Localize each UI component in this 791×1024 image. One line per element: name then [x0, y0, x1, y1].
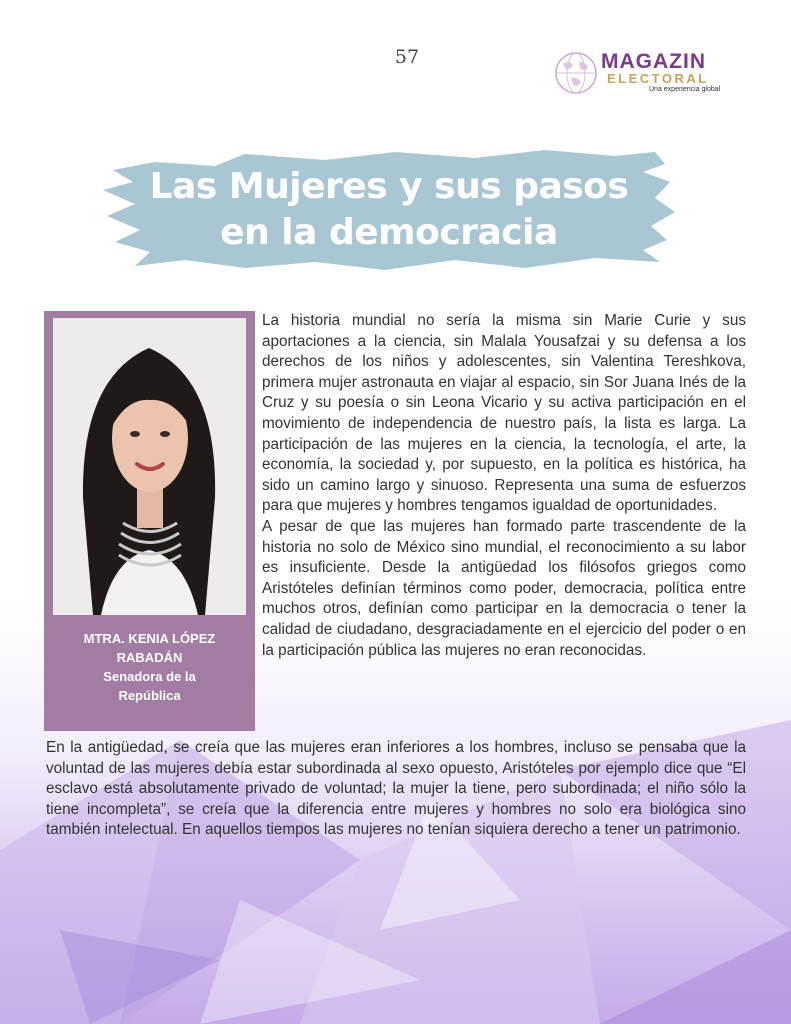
paragraph-2: A pesar de que las mujeres han formado parte trascendente de la historia no solo de México sino mundial, el reconocimiento a su labor es insuficiente. Desde la antigüedad los filósofos griegos como Aristóteles definían términos como poder, democracia, política entre muchos otros, definían como participar en la democracia o tener la calidad de ciudadano, desgraciadamente en el ejercicio del poder o en la participación pública las mujeres no eran reconocidas. — [262, 517, 746, 659]
paragraph-1: La historia mundial no sería la misma sin Marie Curie y sus aportaciones a la ciencia, sin Malala Yousafzai y su defensa a los derechos de los niños y adolescentes, sin Valentina Tereshkova, primera mujer astronauta en viajar al espacio, sin Sor Juana Inés de la Cruz y su poesía o sin Leona Vicario y su activa participación en el movimiento de independencia de nuestro país, la lista es larga. La participación de las mujeres en la ciencia, la tecnología, el arte, la economía, la sociedad y, por supuesto, en la política es histórica, ha sido un camino largo y sinuoso. Representa una suma de esfuerzos para que mujeres y hombres tengamos igualdad de oportunidades. — [262, 312, 746, 515]
author-name-line-2: RABADÁN — [116, 650, 183, 665]
author-name-line-1: MTRA. KENIA LÓPEZ — [83, 631, 216, 646]
author-card — [44, 311, 255, 731]
article-column — [262, 311, 746, 661]
author-photo — [53, 318, 246, 615]
title-banner — [95, 142, 683, 276]
article-title — [95, 164, 683, 256]
title-line-1: Las Mujeres y sus pasos — [149, 166, 629, 207]
author-role-line-2: República — [118, 688, 181, 703]
paragraph-3: En la antigüedad, se creía que las mujeres eran inferiores a los hombres, incluso se pensaba que la voluntad de las mujeres debía estar subordinada al sexo opuesto, Aristóteles por ejemplo dice que “El esclavo está absolutamente privado de voluntad; la mujer la tiene, pero subordinada; el niño sólo la tiene incompleta”, se creía que la diferencia entre mujeres y hombres no solo era biológica sino también intelectual. En aquellos tiempos las mujeres no tenían siquiera derecho a tener un patrimonio. — [46, 739, 746, 839]
author-role-line-1: Senadora de la — [103, 669, 196, 684]
globe-icon — [553, 50, 599, 96]
portrait-illustration — [53, 318, 246, 615]
logo-tagline: Una experiencia global — [649, 86, 721, 93]
magazine-logo — [553, 48, 733, 100]
page-number: 57 — [394, 46, 420, 68]
author-caption — [44, 629, 255, 705]
logo-title: MAGAZIN — [601, 50, 706, 73]
title-line-2: en la democracia — [220, 212, 558, 253]
logo-subtitle: ELECTORAL — [607, 71, 709, 86]
